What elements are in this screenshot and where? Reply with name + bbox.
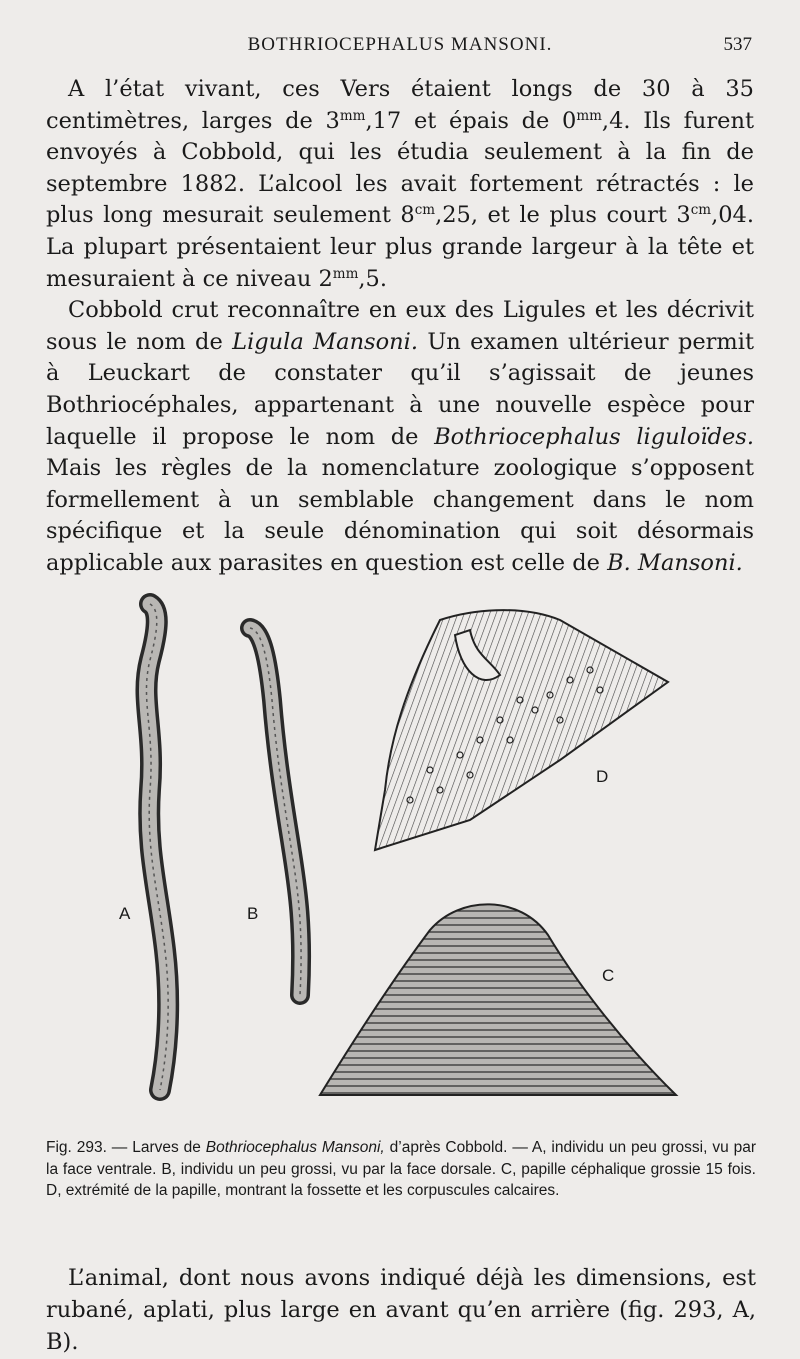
paragraph-1: A l’état vivant, ces Vers étaient longs de 30 à 35 centimètres, larges de $3^{mm},17$ et épais de $0^{mm},4$. Ils furent envoyés à Cobbold, qui les étudia seulement à la fin de septembre 1882. L’alcool les avait fortement rétractés : le plus long mesurait seulement $8^{cm},25$, et le plus court $3^{cm},04$. La plupart présentaient leur plus grande largeur à la tête et mesuraient à ce niveau $2^{mm},5$.: [46, 76, 755, 292]
larva-b-drawing: [250, 628, 301, 995]
figure-293: [0, 590, 800, 1135]
closing-paragraph: L’animal, dont nous avons indiqué déjà les dimensions, est rubané, aplati, plus large en avant qu’en arrière (fig. 293, A, B).: [46, 1265, 756, 1355]
figure-label-c: C: [602, 966, 615, 985]
larva-a-drawing: [146, 604, 168, 1090]
figure-label-d: D: [596, 767, 609, 786]
figure-label-a: A: [119, 904, 131, 923]
papilla-extremity-d-drawing: [375, 610, 668, 850]
body-text: [46, 74, 754, 580]
running-header: [0, 34, 800, 62]
figure-illustration: [0, 590, 800, 1135]
figure-caption: Fig. 293. — Larves de Bothriocephalus Mansoni, d’après Cobbold. — A, individu un peu grossi, vu par la face ventrale. B, individu un peu grossi, vu par la face dorsale. C, papille céphalique grossie 15 fois. D, extrémité de la papille, montrant la fossette et les corpuscules calcaires.: [46, 1139, 756, 1199]
figure-label-b: B: [247, 904, 259, 923]
cephalic-papilla-c-drawing: [320, 904, 676, 1095]
page-number: 537: [723, 34, 752, 55]
running-title: BOTHRIOCEPHALUS MANSONI.: [247, 34, 553, 55]
paragraph-2: Cobbold crut reconnaître en eux des Ligules et les décrivit sous le nom de Ligula Mansoni. Un examen ultérieur permit à Leuckart de constater qu’il s’agissait de jeunes Bothriocéphales, appartenant à une nouvelle espèce pour laquelle il propose le nom de Bothriocephalus liguloïdes. Mais les règles de la nomenclature zoologique s’opposent formellement à un semblable changement dans le nom spécifique et la seule dénomination qui soit désormais applicable aux parasites en question est celle de B. Mansoni.: [46, 297, 755, 576]
